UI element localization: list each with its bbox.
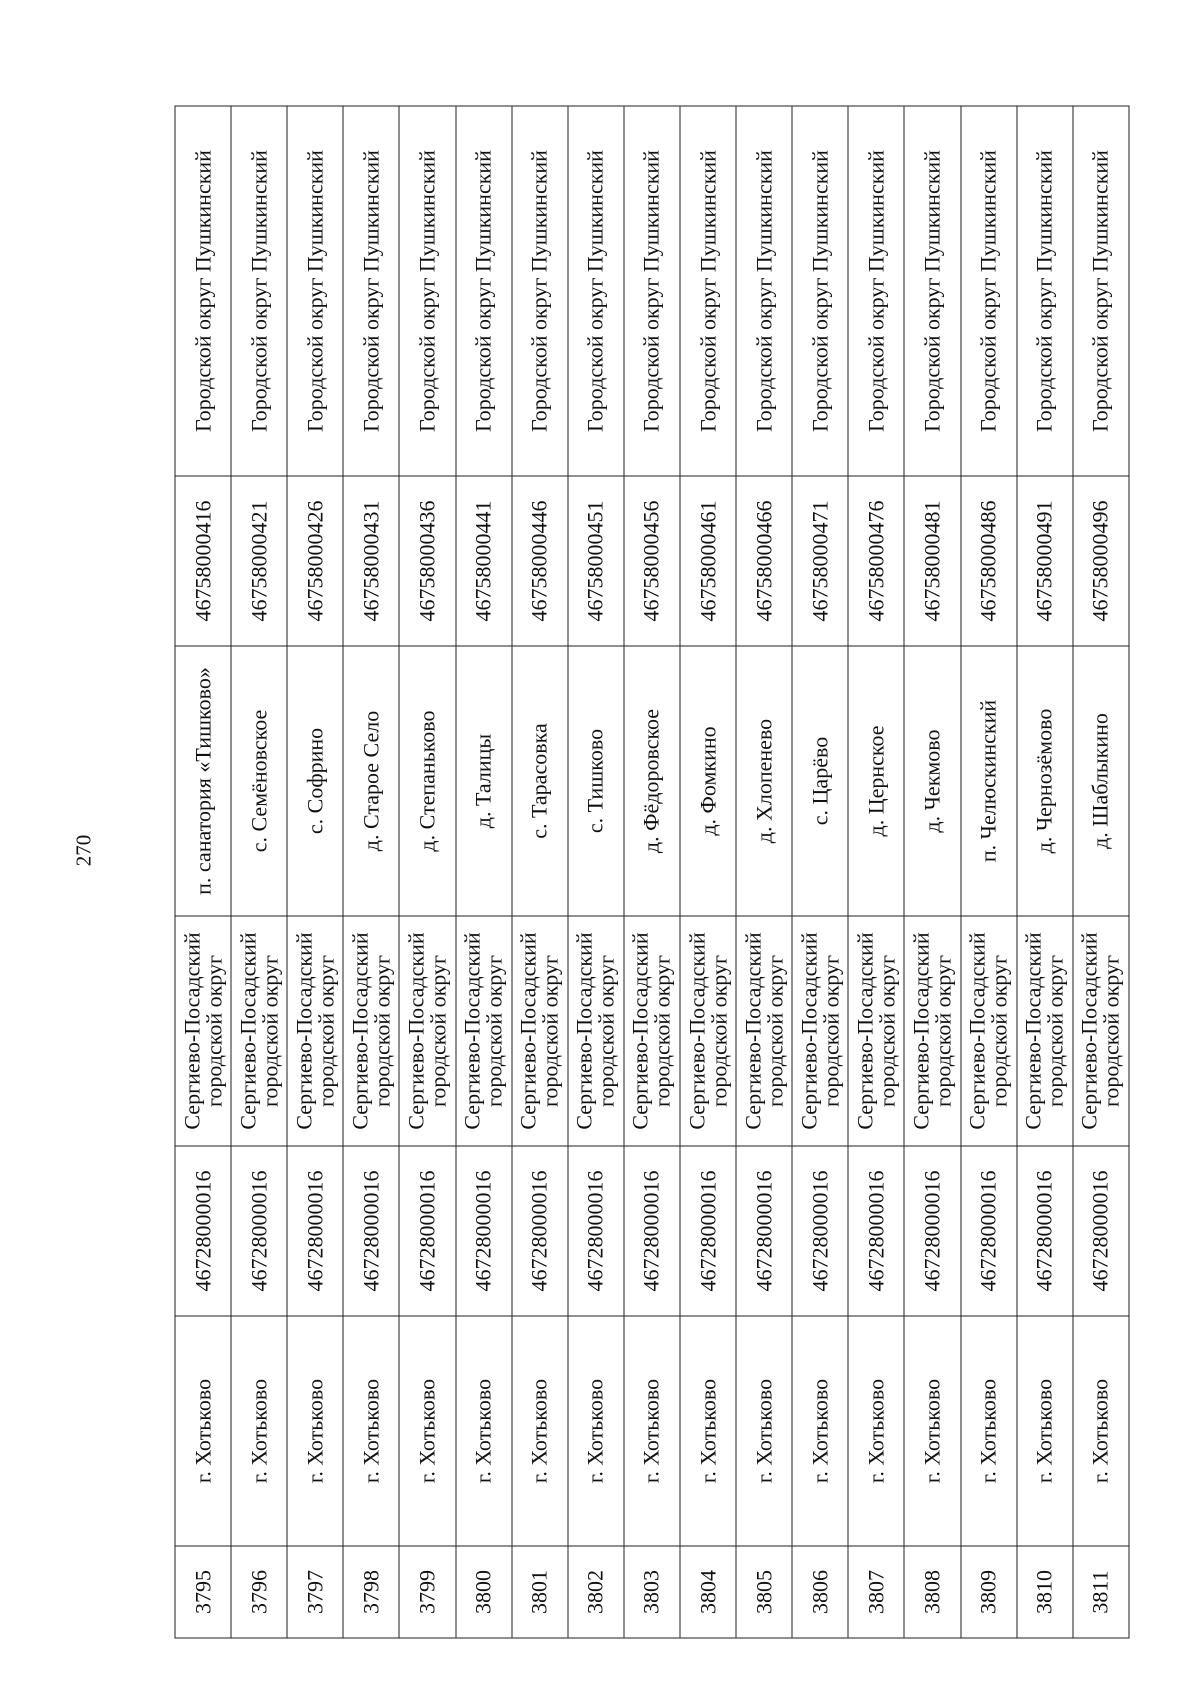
target-district-cell-text: Городской округ Пушкинский	[694, 150, 720, 432]
settlement-cell-text: д. Чернозёмово	[1031, 708, 1057, 854]
target-district-cell	[792, 106, 848, 476]
oktmo-code-cell-text: 46728000016	[1087, 1170, 1113, 1292]
row-number-cell-text: 3809	[975, 1570, 1001, 1614]
target-district-cell	[231, 106, 287, 476]
target-district-cell-text: Городской округ Пушкинский	[470, 150, 496, 432]
settlement-code-cell-text: 46758000476	[862, 500, 888, 622]
city-cell-text: г. Хотьково	[582, 1378, 608, 1484]
row-number-cell-text: 3806	[806, 1570, 832, 1614]
target-district-cell-text: Городской округ Пушкинский	[862, 150, 888, 432]
table-row	[455, 106, 511, 1638]
row-number-cell	[623, 1546, 679, 1638]
settlement-cell-text: д. Степаньково	[413, 710, 439, 852]
settlement-code-cell	[175, 476, 231, 646]
district-cell	[1016, 916, 1072, 1146]
target-district-cell-text: Городской округ Пушкинский	[189, 150, 215, 432]
oktmo-code-cell	[1072, 1146, 1128, 1316]
settlement-cell	[848, 646, 904, 916]
target-district-cell	[455, 106, 511, 476]
target-district-cell	[960, 106, 1016, 476]
oktmo-code-cell	[567, 1146, 623, 1316]
district-cell-text: Сергиево-Посадский городской округ	[1020, 932, 1068, 1130]
settlement-cell-text: д. Чекмово	[918, 729, 944, 833]
city-cell	[455, 1316, 511, 1546]
target-district-cell	[623, 106, 679, 476]
target-district-cell	[1016, 106, 1072, 476]
settlement-cell-text: д. Фомкино	[694, 726, 720, 836]
district-cell-text: Сергиево-Посадский городской округ	[627, 932, 675, 1130]
oktmo-code-cell-text: 46728000016	[582, 1170, 608, 1292]
settlement-code-cell	[511, 476, 567, 646]
settlement-cell	[1016, 646, 1072, 916]
target-district-cell	[511, 106, 567, 476]
settlement-cell	[231, 646, 287, 916]
oktmo-code-cell-text: 46728000016	[918, 1170, 944, 1292]
city-cell	[960, 1316, 1016, 1546]
settlement-code-cell-text: 46758000436	[413, 500, 439, 622]
settlement-cell-text: п. Челюскинский	[975, 699, 1001, 863]
settlement-code-cell	[343, 476, 399, 646]
settlement-cell-text: с. Семёновское	[245, 709, 271, 853]
target-district-cell-text: Городской округ Пушкинский	[918, 150, 944, 432]
target-district-cell-text: Городской округ Пушкинский	[413, 150, 439, 432]
row-number-cell-text: 3801	[526, 1570, 552, 1614]
oktmo-code-cell	[399, 1146, 455, 1316]
district-cell	[904, 916, 960, 1146]
city-cell	[792, 1316, 848, 1546]
settlement-code-cell	[567, 476, 623, 646]
oktmo-code-cell-text: 46728000016	[413, 1170, 439, 1292]
row-number-cell	[960, 1546, 1016, 1638]
city-cell	[1072, 1316, 1128, 1546]
row-number-cell-text: 3799	[413, 1570, 439, 1614]
oktmo-code-cell-text: 46728000016	[862, 1170, 888, 1292]
settlement-code-cell-text: 46758000446	[526, 500, 552, 622]
city-cell	[567, 1316, 623, 1546]
target-district-cell	[904, 106, 960, 476]
district-cell-text: Сергиево-Посадский городской округ	[683, 932, 731, 1130]
registry-table	[174, 106, 1129, 1639]
table-row	[736, 106, 792, 1638]
target-district-cell-text: Городской округ Пушкинский	[1031, 150, 1057, 432]
table-row	[848, 106, 904, 1638]
target-district-cell	[848, 106, 904, 476]
district-cell	[231, 916, 287, 1146]
oktmo-code-cell-text: 46728000016	[470, 1170, 496, 1292]
target-district-cell-text: Городской округ Пушкинский	[1087, 150, 1113, 432]
settlement-cell-text: с. Софрино	[301, 727, 327, 835]
district-cell-text: Сергиево-Посадский городской округ	[346, 932, 394, 1130]
district-cell-text: Сергиево-Посадский городской округ	[178, 932, 226, 1130]
oktmo-code-cell	[455, 1146, 511, 1316]
settlement-code-cell	[848, 476, 904, 646]
oktmo-code-cell	[1016, 1146, 1072, 1316]
oktmo-code-cell-text: 46728000016	[189, 1170, 215, 1292]
row-number-cell-text: 3811	[1087, 1570, 1113, 1614]
settlement-cell-text: с. Тишково	[582, 728, 608, 834]
city-cell-text: г. Хотьково	[975, 1378, 1001, 1484]
table-row	[175, 106, 231, 1638]
city-cell-text: г. Хотьково	[189, 1378, 215, 1484]
table-row	[623, 106, 679, 1638]
settlement-cell	[736, 646, 792, 916]
district-cell-text: Сергиево-Посадский городской округ	[851, 932, 899, 1130]
settlement-code-cell	[623, 476, 679, 646]
settlement-code-cell	[287, 476, 343, 646]
row-number-cell	[455, 1546, 511, 1638]
table-row	[231, 106, 287, 1638]
row-number-cell	[231, 1546, 287, 1638]
settlement-cell	[455, 646, 511, 916]
settlement-cell	[792, 646, 848, 916]
district-cell-text: Сергиево-Посадский городской округ	[795, 932, 843, 1130]
settlement-code-cell-text: 46758000451	[582, 500, 608, 622]
district-cell	[736, 916, 792, 1146]
city-cell	[736, 1316, 792, 1546]
settlement-cell-text: д. Шаблыкино	[1087, 713, 1113, 849]
row-number-cell	[399, 1546, 455, 1638]
row-number-cell	[287, 1546, 343, 1638]
oktmo-code-cell-text: 46728000016	[806, 1170, 832, 1292]
city-cell-text: г. Хотьково	[1087, 1378, 1113, 1484]
row-number-cell-text: 3795	[189, 1570, 215, 1614]
city-cell-text: г. Хотьково	[245, 1378, 271, 1484]
settlement-code-cell-text: 46758000466	[750, 500, 776, 622]
district-cell	[567, 916, 623, 1146]
oktmo-code-cell	[511, 1146, 567, 1316]
settlement-cell-text: д. Цернское	[862, 725, 888, 837]
city-cell-text: г. Хотьково	[750, 1378, 776, 1484]
settlement-code-cell-text: 46758000431	[357, 500, 383, 622]
target-district-cell-text: Городской округ Пушкинский	[806, 150, 832, 432]
table-row	[567, 106, 623, 1638]
row-number-cell-text: 3805	[750, 1570, 776, 1614]
city-cell-text: г. Хотьково	[301, 1378, 327, 1484]
row-number-cell	[175, 1546, 231, 1638]
settlement-code-cell	[960, 476, 1016, 646]
district-cell	[960, 916, 1016, 1146]
oktmo-code-cell	[231, 1146, 287, 1316]
city-cell-text: г. Хотьково	[638, 1378, 664, 1484]
city-cell	[511, 1316, 567, 1546]
target-district-cell	[567, 106, 623, 476]
oktmo-code-cell	[792, 1146, 848, 1316]
district-cell	[792, 916, 848, 1146]
city-cell	[623, 1316, 679, 1546]
settlement-code-cell	[399, 476, 455, 646]
oktmo-code-cell	[623, 1146, 679, 1316]
city-cell-text: г. Хотьково	[806, 1378, 832, 1484]
district-cell-text: Сергиево-Посадский городской округ	[290, 932, 338, 1130]
target-district-cell	[343, 106, 399, 476]
settlement-code-cell-text: 46758000471	[806, 500, 832, 622]
row-number-cell-text: 3803	[638, 1570, 664, 1614]
page-number	[68, 830, 100, 870]
target-district-cell	[679, 106, 735, 476]
settlement-code-cell	[455, 476, 511, 646]
table-container	[174, 106, 1129, 1638]
settlement-code-cell-text: 46758000461	[694, 500, 720, 622]
target-district-cell	[287, 106, 343, 476]
settlement-code-cell-text: 46758000441	[470, 500, 496, 622]
target-district-cell-text: Городской округ Пушкинский	[245, 150, 271, 432]
oktmo-code-cell	[175, 1146, 231, 1316]
district-cell-text: Сергиево-Посадский городской округ	[402, 932, 450, 1130]
row-number-cell	[1016, 1546, 1072, 1638]
settlement-cell	[287, 646, 343, 916]
row-number-cell	[567, 1546, 623, 1638]
table-row	[792, 106, 848, 1638]
table-row	[287, 106, 343, 1638]
row-number-cell-text: 3798	[357, 1570, 383, 1614]
settlement-code-cell	[231, 476, 287, 646]
settlement-code-cell-text: 46758000416	[189, 500, 215, 622]
oktmo-code-cell-text: 46728000016	[638, 1170, 664, 1292]
oktmo-code-cell	[343, 1146, 399, 1316]
district-cell	[399, 916, 455, 1146]
row-number-cell-text: 3797	[301, 1570, 327, 1614]
city-cell	[904, 1316, 960, 1546]
target-district-cell-text: Городской округ Пушкинский	[357, 150, 383, 432]
settlement-code-cell-text: 46758000421	[245, 500, 271, 622]
table-row	[399, 106, 455, 1638]
city-cell-text: г. Хотьково	[357, 1378, 383, 1484]
row-number-cell-text: 3802	[582, 1570, 608, 1614]
district-cell-text: Сергиево-Посадский городской округ	[515, 932, 563, 1130]
city-cell-text: г. Хотьково	[1031, 1378, 1057, 1484]
settlement-cell-text: д. Старое Село	[357, 710, 383, 852]
district-cell	[287, 916, 343, 1146]
settlement-cell-text: с. Царёво	[806, 736, 832, 826]
table-row	[511, 106, 567, 1638]
settlement-cell-text: д. Фёдоровское	[638, 708, 664, 854]
city-cell-text: г. Хотьково	[413, 1378, 439, 1484]
city-cell	[287, 1316, 343, 1546]
settlement-cell	[175, 646, 231, 916]
settlement-code-cell-text: 46758000496	[1087, 500, 1113, 622]
district-cell	[1072, 916, 1128, 1146]
district-cell-text: Сергиево-Посадский городской округ	[459, 932, 507, 1130]
table-body	[175, 106, 1129, 1638]
city-cell	[848, 1316, 904, 1546]
table-row	[1016, 106, 1072, 1638]
row-number-cell	[679, 1546, 735, 1638]
oktmo-code-cell-text: 46728000016	[694, 1170, 720, 1292]
oktmo-code-cell-text: 46728000016	[301, 1170, 327, 1292]
target-district-cell-text: Городской округ Пушкинский	[638, 150, 664, 432]
target-district-cell-text: Городской округ Пушкинский	[975, 150, 1001, 432]
oktmo-code-cell-text: 46728000016	[975, 1170, 1001, 1292]
settlement-code-cell	[1016, 476, 1072, 646]
city-cell-text: г. Хотьково	[918, 1378, 944, 1484]
settlement-code-cell	[736, 476, 792, 646]
district-cell-text: Сергиево-Посадский городской округ	[907, 932, 955, 1130]
oktmo-code-cell-text: 46728000016	[357, 1170, 383, 1292]
settlement-cell	[1072, 646, 1128, 916]
settlement-cell-text: д. Талицы	[470, 733, 496, 829]
district-cell	[511, 916, 567, 1146]
settlement-cell	[623, 646, 679, 916]
row-number-cell	[343, 1546, 399, 1638]
settlement-cell	[679, 646, 735, 916]
oktmo-code-cell	[960, 1146, 1016, 1316]
oktmo-code-cell-text: 46728000016	[245, 1170, 271, 1292]
row-number-cell-text: 3810	[1031, 1570, 1057, 1614]
table-row	[679, 106, 735, 1638]
city-cell-text: г. Хотьково	[862, 1378, 888, 1484]
row-number-cell	[1072, 1546, 1128, 1638]
city-cell-text: г. Хотьково	[470, 1378, 496, 1484]
oktmo-code-cell	[848, 1146, 904, 1316]
row-number-cell-text: 3804	[694, 1570, 720, 1614]
settlement-code-cell	[1072, 476, 1128, 646]
oktmo-code-cell-text: 46728000016	[750, 1170, 776, 1292]
district-cell-text: Сергиево-Посадский городской округ	[571, 932, 619, 1130]
settlement-cell	[904, 646, 960, 916]
city-cell-text: г. Хотьково	[526, 1378, 552, 1484]
settlement-cell	[511, 646, 567, 916]
target-district-cell-text: Городской округ Пушкинский	[750, 150, 776, 432]
row-number-cell-text: 3807	[862, 1570, 888, 1614]
target-district-cell-text: Городской округ Пушкинский	[526, 150, 552, 432]
row-number-cell	[511, 1546, 567, 1638]
district-cell-text: Сергиево-Посадский городской округ	[234, 932, 282, 1130]
district-cell	[623, 916, 679, 1146]
target-district-cell-text: Городской округ Пушкинский	[582, 150, 608, 432]
settlement-cell	[567, 646, 623, 916]
target-district-cell	[736, 106, 792, 476]
settlement-cell-text: п. санатория «Тишково»	[189, 667, 215, 895]
settlement-code-cell-text: 46758000456	[638, 500, 664, 622]
settlement-code-cell-text: 46758000491	[1031, 500, 1057, 622]
oktmo-code-cell-text: 46728000016	[1031, 1170, 1057, 1292]
oktmo-code-cell	[287, 1146, 343, 1316]
oktmo-code-cell	[736, 1146, 792, 1316]
district-cell	[343, 916, 399, 1146]
district-cell-text: Сергиево-Посадский городской округ	[964, 932, 1012, 1130]
district-cell	[175, 916, 231, 1146]
row-number-cell-text: 3800	[470, 1570, 496, 1614]
row-number-cell	[904, 1546, 960, 1638]
target-district-cell-text: Городской округ Пушкинский	[301, 150, 327, 432]
oktmo-code-cell	[679, 1146, 735, 1316]
settlement-code-cell-text: 46758000426	[301, 500, 327, 622]
district-cell	[455, 916, 511, 1146]
table-row	[343, 106, 399, 1638]
district-cell-text: Сергиево-Посадский городской округ	[739, 932, 787, 1130]
settlement-code-cell	[792, 476, 848, 646]
settlement-cell-text: д. Хлопенево	[750, 718, 776, 844]
oktmo-code-cell-text: 46728000016	[526, 1170, 552, 1292]
table-row	[1072, 106, 1128, 1638]
row-number-cell-text: 3808	[918, 1570, 944, 1614]
row-number-cell	[848, 1546, 904, 1638]
target-district-cell	[399, 106, 455, 476]
settlement-code-cell	[904, 476, 960, 646]
district-cell-text: Сергиево-Посадский городской округ	[1076, 932, 1124, 1130]
page-number-text: 270	[71, 834, 96, 866]
target-district-cell	[1072, 106, 1128, 476]
city-cell	[231, 1316, 287, 1546]
settlement-cell-text: с. Тарасовка	[526, 723, 552, 839]
city-cell	[399, 1316, 455, 1546]
oktmo-code-cell	[904, 1146, 960, 1316]
target-district-cell	[175, 106, 231, 476]
row-number-cell	[736, 1546, 792, 1638]
city-cell	[175, 1316, 231, 1546]
settlement-cell	[960, 646, 1016, 916]
settlement-cell	[343, 646, 399, 916]
city-cell	[679, 1316, 735, 1546]
district-cell	[848, 916, 904, 1146]
city-cell-text: г. Хотьково	[694, 1378, 720, 1484]
city-cell	[1016, 1316, 1072, 1546]
row-number-cell	[792, 1546, 848, 1638]
settlement-cell	[399, 646, 455, 916]
settlement-code-cell-text: 46758000486	[975, 500, 1001, 622]
city-cell	[343, 1316, 399, 1546]
settlement-code-cell	[679, 476, 735, 646]
table-row	[904, 106, 960, 1638]
row-number-cell-text: 3796	[245, 1570, 271, 1614]
settlement-code-cell-text: 46758000481	[918, 500, 944, 622]
table-row	[960, 106, 1016, 1638]
district-cell	[679, 916, 735, 1146]
